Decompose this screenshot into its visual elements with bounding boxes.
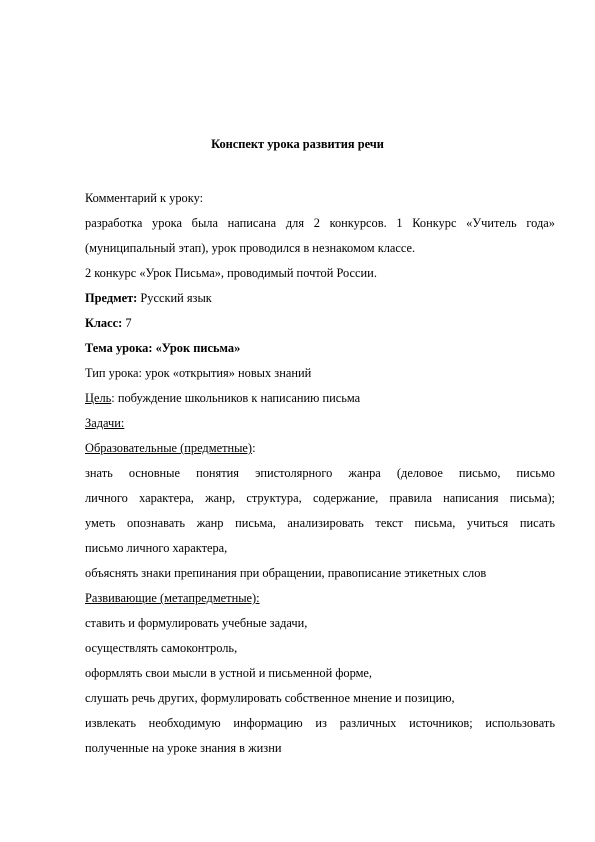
goal-label: Цель — [85, 391, 112, 405]
tasks-heading: Задачи: — [85, 416, 125, 430]
educational-heading-line — [85, 441, 555, 456]
edu-line-4: письмо личного характера, — [85, 541, 228, 555]
edu-line-1: знать основные понятия эпистолярного жанра (деловое письмо, письмо — [85, 466, 555, 480]
topic-line — [85, 341, 555, 356]
subject-label: Предмет: — [85, 291, 138, 305]
subject-value: Русский язык — [137, 291, 212, 305]
document-title: Конспект урока развития речи — [211, 137, 384, 151]
dev-line-2: осуществлять самоконтроль, — [85, 641, 238, 655]
class-label: Класс: — [85, 316, 123, 330]
comment-line-2: (муниципальный этап), урок проводился в незнакомом классе. — [85, 241, 416, 255]
class-value: 7 — [122, 316, 132, 330]
lesson-type-line: Тип урока: урок «открытия» новых знаний — [85, 366, 312, 380]
comment-line-1: разработка урока была написана для 2 конкурсов. 1 Конкурс «Учитель года» — [85, 216, 555, 230]
goal-line — [85, 391, 555, 406]
topic-label: Тема урока: — [85, 341, 153, 355]
developing-heading: Развивающие (метапредметные): — [85, 591, 260, 605]
subject-line — [85, 291, 555, 306]
educational-colon: : — [252, 441, 256, 455]
dev-line-5: извлекать необходимую информацию из различных источников; использовать — [85, 716, 555, 730]
edu-line-5: объяснять знаки препинания при обращении, правописание этикетных слов — [85, 566, 487, 580]
class-line — [85, 316, 555, 331]
comment-line-3: 2 конкурс «Урок Письма», проводимый почтой России. — [85, 266, 377, 280]
dev-line-1: ставить и формулировать учебные задачи, — [85, 616, 308, 630]
edu-line-2: личного характера, жанр, структура, содержание, правила написания письма); — [85, 491, 555, 505]
edu-line-3: уметь опознавать жанр письма, анализировать текст письма, учиться писать — [85, 516, 555, 530]
topic-value: «Урок письма» — [152, 341, 241, 355]
dev-line-3: оформлять свои мысли в устной и письменной форме, — [85, 666, 373, 680]
educational-heading: Образовательные (предметные) — [85, 441, 253, 455]
dev-line-6: полученные на уроке знания в жизни — [85, 741, 282, 755]
goal-value: : побуждение школьников к написанию письма — [111, 391, 361, 405]
dev-line-4: слушать речь других, формулировать собственное мнение и позицию, — [85, 691, 455, 705]
comment-heading: Комментарий к уроку: — [85, 191, 204, 205]
